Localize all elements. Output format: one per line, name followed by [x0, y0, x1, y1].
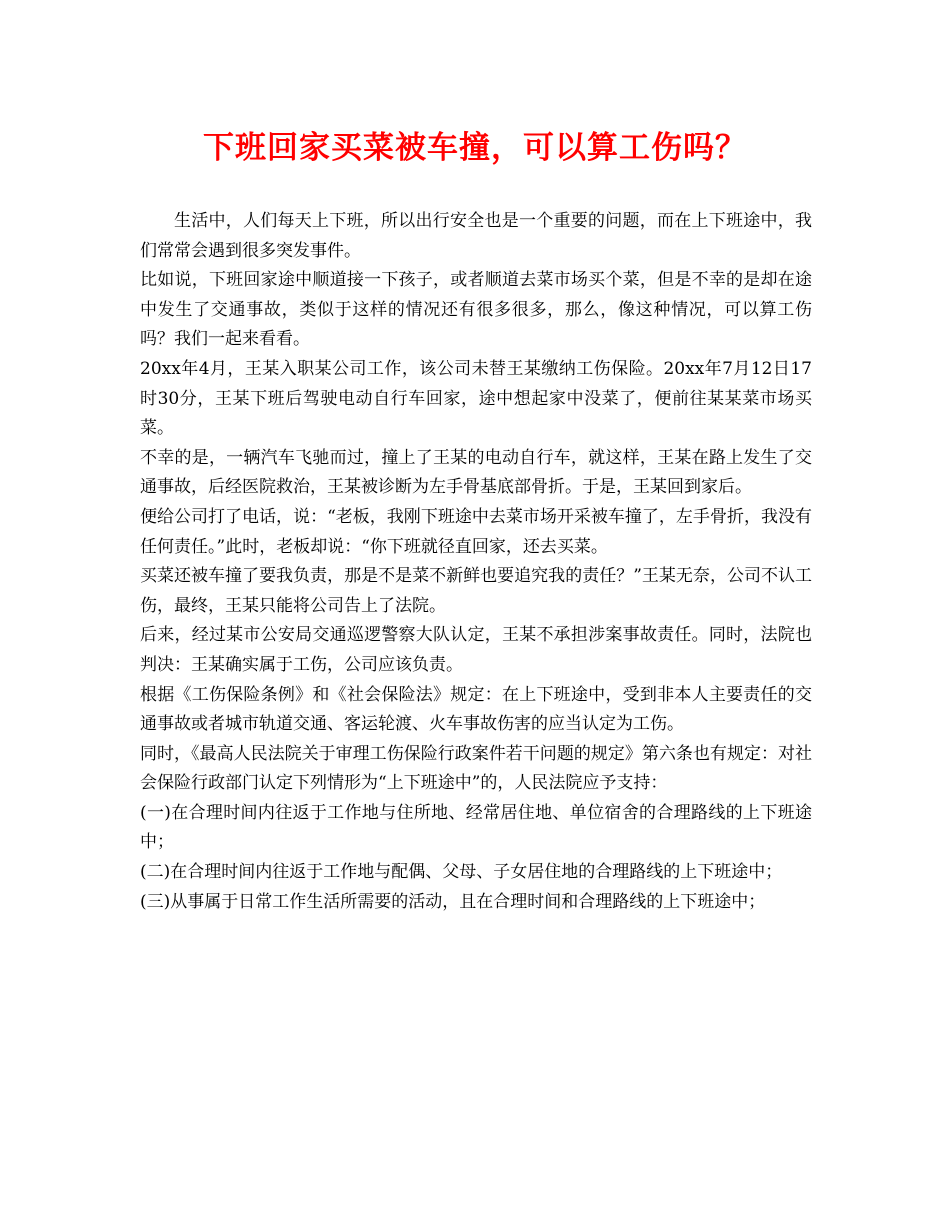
- paragraph: 买菜还被车撞了要我负责，那是不是菜不新鲜也要追究我的责任？”王某无奈，公司不认工伤，最终，王某只能将公司告上了法院。: [140, 566, 812, 616]
- paragraph: 同时，《最高人民法院关于审理工伤保险行政案件若干问题的规定》第六条也有规定：对社会保险行政部门认定下列情形为“上下班途中”的，人民法院应予支持：: [140, 743, 812, 794]
- paragraph: 后来，经过某市公安局交通巡逻警察大队认定，王某不承担涉案事故责任。同时，法院也判决：王某确实属于工伤，公司应该负责。: [140, 625, 812, 675]
- list-item: (三)从事属于日常工作生活所需要的活动，且在合理时间和合理路线的上下班途中；: [140, 891, 766, 912]
- document-title: 下班回家买菜被车撞，可以算工伤吗？: [203, 130, 747, 166]
- list-item: (二)在合理时间内往返于工作地与配偶、父母、子女居住地的合理路线的上下班途中；: [140, 862, 783, 883]
- paragraph: 20xx年4月，王某入职某公司工作，该公司未替王某缴纳工伤保险。20xx年7月12日17时30分，王某下班后驾驶电动自行车回家，途中想起家中没菜了，便前往某某菜市场买菜。: [140, 358, 812, 439]
- paragraph-intro: 生活中，人们每天上下班，所以出行安全也是一个重要的问题，而在上下班途中，我们常常会遇到很多突发事件。: [140, 211, 812, 261]
- paragraph: 根据《工伤保险条例》和《社会保险法》规定：在上下班途中，受到非本人主要责任的交通事故或者城市轨道交通、客运轮渡、火车事故伤害的应当认定为工伤。: [140, 684, 812, 735]
- list-item: (一)在合理时间内往返于工作地与住所地、经常居住地、单位宿舍的合理路线的上下班途中；: [140, 802, 812, 853]
- document-body: [140, 207, 812, 917]
- paragraph: 比如说，下班回家途中顺道接一下孩子，或者顺道去菜市场买个菜，但是不幸的是却在途中发生了交通事故，类似于这样的情况还有很多很多，那么，像这种情况，可以算工伤吗？我们一起来看看。: [140, 270, 812, 350]
- paragraph: 不幸的是，一辆汽车飞驰而过，撞上了王某的电动自行车，就这样，王某在路上发生了交通事故，后经医院救治，王某被诊断为左手骨基底部骨折。于是，王某回到家后。: [140, 447, 812, 498]
- paragraph: 便给公司打了电话，说：“老板，我刚下班途中去菜市场开采被车撞了，左手骨折，我没有任何责任。”此时，老板却说：“你下班就径直回家，还去买菜。: [140, 506, 812, 557]
